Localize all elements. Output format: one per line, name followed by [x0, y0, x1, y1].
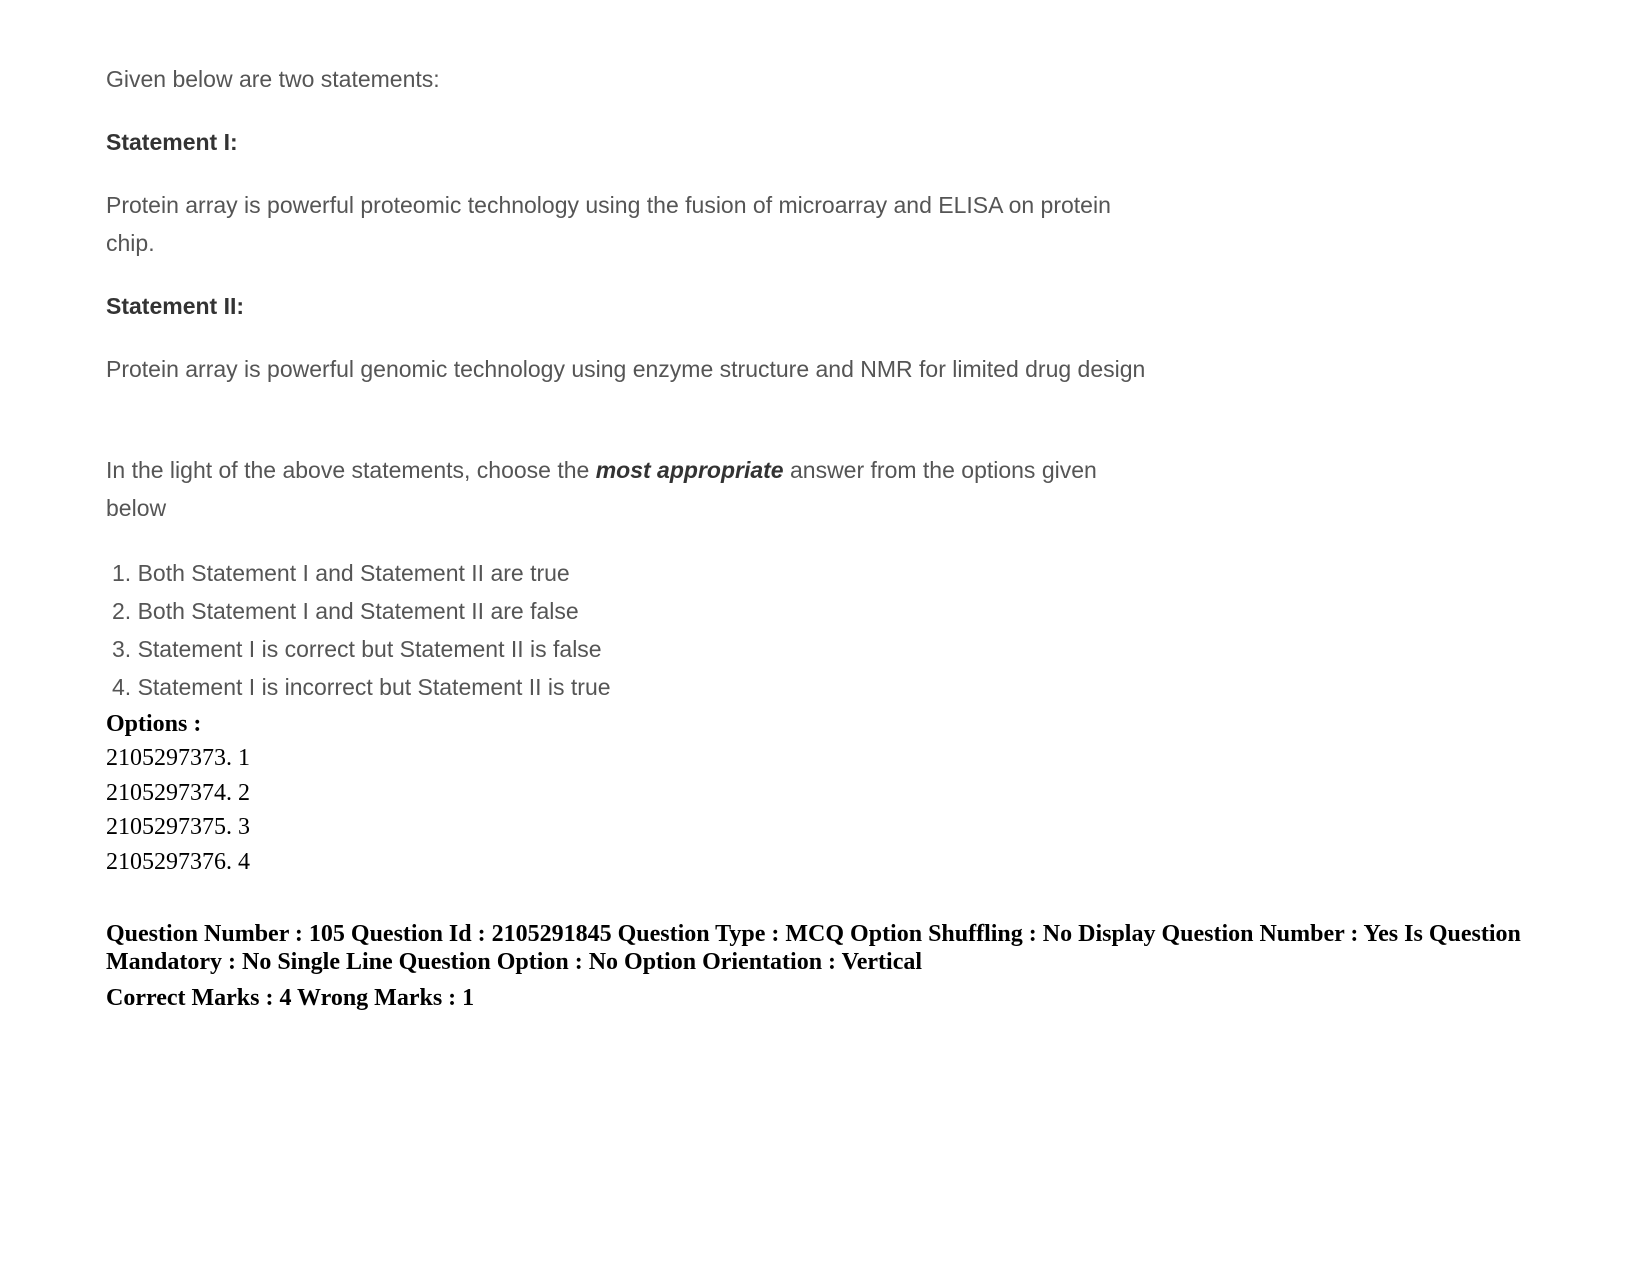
- answer-choice: 1. Both Statement I and Statement II are true: [112, 560, 570, 586]
- option-item: 2105297374. 2: [106, 779, 250, 806]
- statement-1-text: Protein array is powerful proteomic technology using the fusion of microarray and ELISA on protein chip.: [106, 192, 1111, 256]
- options-heading: Options :: [106, 711, 202, 737]
- question-intro: Given below are two statements:: [106, 66, 440, 92]
- instruction-after: answer from the options given below: [106, 457, 1097, 521]
- answer-choice: 3. Statement I is correct but Statement II is false: [112, 636, 602, 662]
- statement-2-text: Protein array is powerful genomic technology using enzyme structure and NMR for limited drug design: [106, 356, 1146, 382]
- statement-1-label: Statement I:: [106, 129, 238, 155]
- option-item: 2105297376. 4: [106, 848, 250, 875]
- options-block: [106, 707, 250, 879]
- answer-choice: 2. Both Statement I and Statement II are false: [112, 598, 579, 624]
- question-marks: Correct Marks : 4 Wrong Marks : 1: [106, 985, 475, 1011]
- answer-choice: 4. Statement I is incorrect but Statement II is true: [112, 674, 611, 700]
- answer-choices-list: [112, 554, 611, 706]
- statement-2-label: Statement II:: [106, 293, 245, 319]
- option-item: 2105297375. 3: [106, 814, 250, 840]
- instruction-emphasis: most appropriate: [595, 457, 784, 483]
- option-item: 2105297373. 1: [106, 745, 250, 771]
- instruction-before: In the light of the above statements, choose the: [106, 457, 596, 483]
- question-instruction: [106, 451, 1146, 527]
- question-info: Question Number : 105 Question Id : 2105291845 Question Type : MCQ Option Shuffling : No Display Question Number : Yes Is Question Mandatory : No Single Line Question Option : No Option Orientation : Vertical: [106, 921, 1521, 975]
